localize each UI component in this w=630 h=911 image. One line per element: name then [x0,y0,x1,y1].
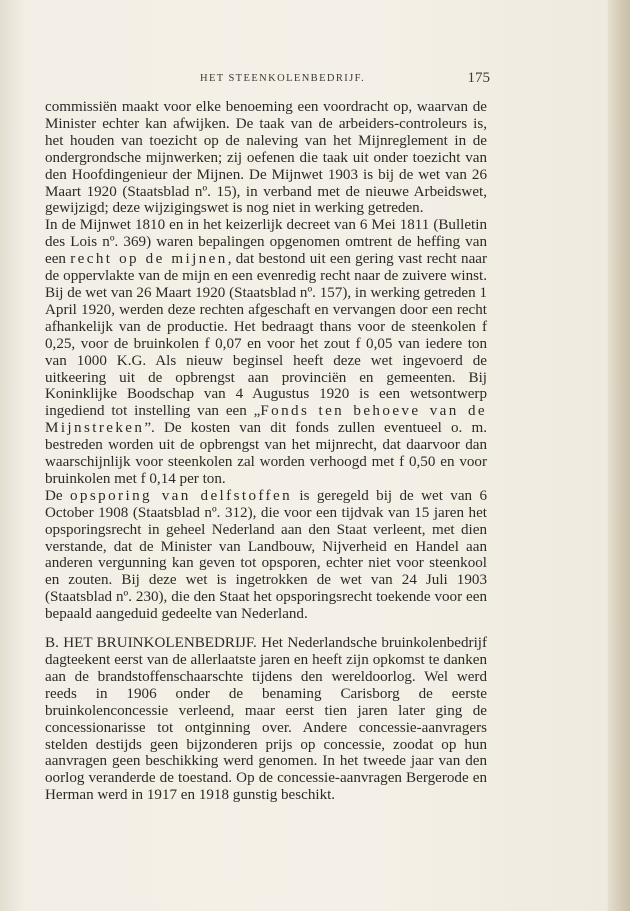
paragraph-text: is geregeld bij de wet van 6 October 1908 (Staatsblad nº. 312), die voor een tijdvak van 15 jaren het opsporingsrecht in geheel Nederland aan den Staat verleent, met dien verstande, dat de Minister van Landbouw, Nijverheid en Handel aan anderen vergunning kan geven tot opsporen, echter niet voor steenkool en zouten. Bij deze wet is ingetrokken de wet van 24 Juli 1903 (Staatsblad nº. 230), die den Staat het opsporingsrecht toekende voor een bepaald aangeduid gedeelte van Nederland. [45,487,487,623]
paragraph [45,217,487,488]
spaced-emphasis-text: opsporing van delfstoffen [69,487,293,504]
paragraph-text: commissiën maakt voor elke benoeming een voordracht op, waarvan de Minister echter kan afwijken. De taak van de arbeiders-controleurs is, het houden van toezicht op de naleving van het Mijnreglement in de ondergrondsche mijnwerken; zij oefenen die taak uit onder toezicht van den Hoofdingenieur der Mijnen. De Mijnwet 1903 is bij de wet van 26 Maart 1920 (Staatsblad nº. 15), in verband met de nieuwe Arbeidswet, gewijzigd; deze wijzigingswet is nog niet in werking getreden. [45,99,487,217]
paragraph-text: , dat bestond uit een gering vast recht naar de oppervlakte van de mijn en een evenredig recht naar de zuivere winst. Bij de wet van 26 Maart 1920 (Staatsblad nº. 157), in werking getreden 1 April 1920, werden deze rechten afgeschaft en vervangen door een recht afhankelijk van de productie. Het bedraagt thans voor de steenkolen f 0,25, voor de bruinkolen f 0,07 en voor het zout f 0,05 van iedere ton van 1000 K.G. Als nieuw beginsel heeft deze wet ingevoerd de uitkeering uit de opbrengst aan provinciën en gemeenten. Bij Koninklijke Boodschap van 4 Augustus 1920 is een wetsontwerp ingediend tot instelling van een „ [45,251,487,420]
page-number: 175 [467,70,490,86]
section-gap [45,623,487,635]
spaced-emphasis-text: recht op de mijnen [70,251,228,268]
paragraph [45,99,487,217]
paragraph-text: B. HET BRUINKOLENBEDRIJF. Het Nederlandsche bruinkolenbedrijf dagteekent eerst van de allerlaatste jaren en heeft zijn opkomst te danken aan de brandstoffenschaarschte tijdens den wereldoorlog. Wel werd reeds in 1906 onder de benaming Carisborg de eerste bruinkolenconcessie verleend, maar eerst tien jaren later ging de concessionarisse tot ontginning over. Andere concessie-aanvragers stelden destijds geen bijzonderen prijs op concessie, zoodat op hun aanvragen geen beschikking werd genomen. In het tweede jaar van den oorlog veranderde de toestand. Op de concessie-aanvragen Bergerode en Herman werd in 1917 en 1918 gunstig beschikt. [45,635,487,804]
paragraph [45,488,487,623]
running-head: HET STEENKOLENBEDRIJF. [200,73,366,84]
spaced-emphasis-text: Fonds ten behoeve van de Mijnstreken [45,403,487,437]
body-text [45,99,487,804]
paragraph-text: De [45,487,70,504]
book-spine-edge [608,0,630,911]
paragraph-text: In de Mijnwet 1810 en in het keizerlijk decreet van 6 Mei 1811 (Bulletin des Lois nº. 369) waren bepalingen opgenomen omtrent de heffing van een [45,217,487,268]
paragraph [45,635,487,804]
paragraph-text: ”. De kosten van dit fonds zullen eventueel o. m. bestreden worden uit de opbrengst van het mijnrecht, dat daarvoor dan waarschijnlijk voor steenkolen zal worden verhoogd met f 0,50 en voor bruinkolen met f 0,14 per ton. [45,420,487,487]
